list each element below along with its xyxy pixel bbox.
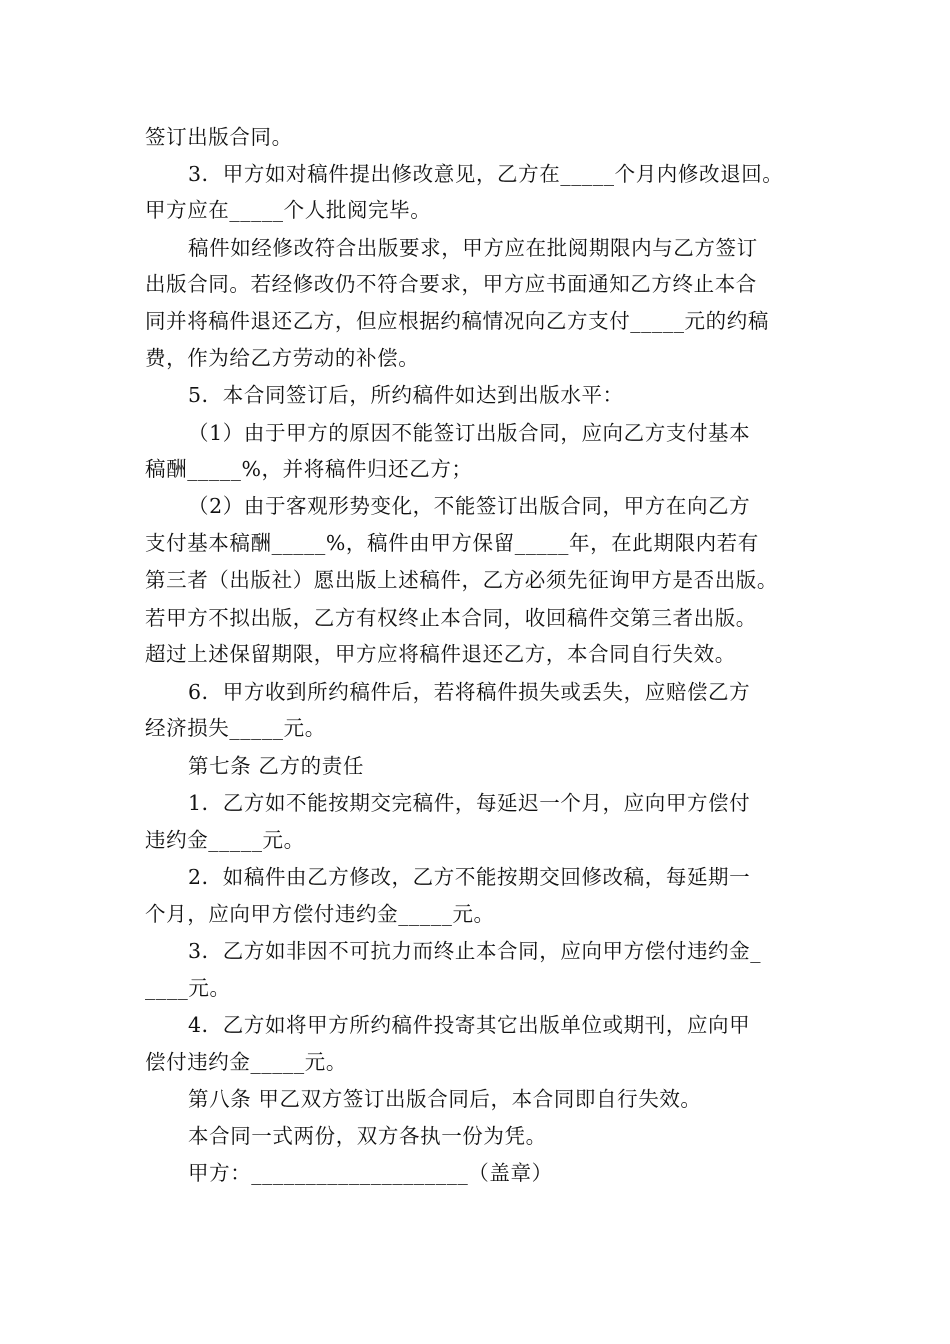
text-line: 偿付违约金_____元。	[145, 1050, 347, 1074]
text-line: 违约金_____元。	[145, 828, 305, 852]
text-line: 5．本合同签订后，所约稿件如达到出版水平：	[188, 383, 624, 407]
text-line: 稿酬_____%，并将稿件归还乙方；	[145, 457, 473, 481]
text-line: 个月，应向甲方偿付违约金_____元。	[145, 902, 495, 926]
section-heading: 第八条 甲乙双方签订出版合同后，本合同即自行失效。	[188, 1087, 702, 1111]
text-line: 出版合同。若经修改仍不符合要求，甲方应书面通知乙方终止本合	[145, 272, 757, 296]
text-line: ____元。	[145, 976, 231, 1000]
signature-line: 甲方：____________________（盖章）	[188, 1161, 553, 1185]
text-line: 3．乙方如非因不可抗力而终止本合同，应向甲方偿付违约金_	[188, 939, 762, 963]
text-line: 2．如稿件由乙方修改，乙方不能按期交回修改稿，每延期一	[188, 865, 751, 889]
text-line: 同并将稿件退还乙方，但应根据约稿情况向乙方支付_____元的约稿	[145, 309, 769, 333]
section-heading: 第七条 乙方的责任	[188, 754, 364, 778]
text-line: 经济损失_____元。	[145, 716, 326, 740]
text-line: 1．乙方如不能按期交完稿件，每延迟一个月，应向甲方偿付	[188, 791, 751, 815]
text-line: 签订出版合同。	[145, 125, 293, 149]
text-line: （1）由于甲方的原因不能签订出版合同，应向乙方支付基本	[188, 421, 751, 445]
text-line: （2）由于客观形势变化，不能签订出版合同，甲方在向乙方	[188, 494, 751, 518]
text-line: 稿件如经修改符合出版要求，甲方应在批阅期限内与乙方签订	[188, 236, 758, 260]
text-line: 3．甲方如对稿件提出修改意见，乙方在_____个月内修改退回。	[188, 162, 784, 186]
text-line: 本合同一式两份，双方各执一份为凭。	[188, 1124, 547, 1148]
text-line: 费，作为给乙方劳动的补偿。	[145, 346, 420, 370]
text-line: 超过上述保留期限，甲方应将稿件退还乙方，本合同自行失效。	[145, 642, 736, 666]
text-line: 第三者（出版社）愿出版上述稿件，乙方必须先征询甲方是否出版。	[145, 568, 778, 592]
text-line: 若甲方不拟出版，乙方有权终止本合同，收回稿件交第三者出版。	[145, 606, 757, 630]
text-line: 6．甲方收到所约稿件后，若将稿件损失或丢失，应赔偿乙方	[188, 680, 751, 704]
text-line: 甲方应在_____个人批阅完毕。	[145, 198, 432, 222]
text-line: 4．乙方如将甲方所约稿件投寄其它出版单位或期刊，应向甲	[188, 1013, 751, 1037]
text-line: 支付基本稿酬_____%，稿件由甲方保留_____年，在此期限内若有	[145, 531, 759, 555]
